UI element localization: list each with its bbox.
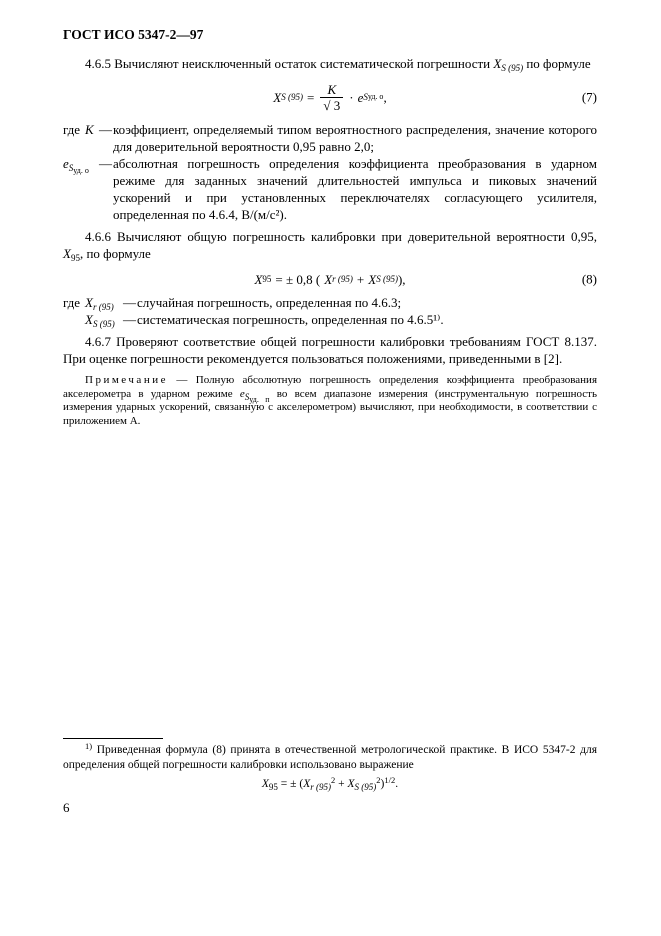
footnote-formula-xs-sup: 2: [376, 775, 381, 785]
fraction-numerator: K: [327, 81, 337, 97]
formula-7-comma: ,: [383, 89, 387, 105]
symbol-e-subsub: уд. о: [73, 166, 89, 175]
symbol-xr-sub: r (95): [92, 302, 114, 312]
footnote-formula-period: .: [395, 778, 399, 790]
var-x95: X: [63, 246, 71, 261]
definition-xr-text: случайная погрешность, определенная по 4.6.3;: [137, 295, 402, 310]
footnote-formula-plus: +: [335, 778, 348, 790]
paragraph-4-6-6-tail: , по формуле: [79, 246, 151, 261]
footnote-marker: 1): [85, 741, 93, 751]
symbol-xr: [85, 294, 123, 311]
plus-sign: +: [356, 271, 365, 287]
definition-e-text: абсолютная погрешность определения коэффициента преобразования в ударном режиме для заданных значений длительностей импульса и пиковых значений ускорений и при установленных переключателях согласующего усилителя, определенная по 4.6.4, В/(м/с²).: [113, 156, 597, 222]
note-label: Примечание: [85, 374, 168, 386]
note-text-pre: Полную абсолютную погрешность определения коэффициента преобразования акселерометра в ударном режиме: [63, 374, 598, 400]
note-e: e: [239, 387, 245, 400]
symbol-k: К: [85, 122, 94, 137]
symbol-xs-base: X: [85, 312, 93, 327]
definition-dash: —: [123, 312, 136, 327]
symbol-e-sub: S: [68, 163, 74, 173]
footnote-formula-xs: X: [347, 778, 355, 790]
fraction: [320, 82, 343, 113]
footnote-formula-xr: X: [303, 778, 311, 790]
formula-7-e: e: [357, 89, 364, 105]
paragraph-4-6-5: [63, 55, 597, 72]
footnote-formula-xr-sub: r (95): [310, 782, 331, 792]
note-dash: —: [167, 374, 196, 386]
footnote-formula-close: ): [380, 778, 385, 790]
definition-e: [63, 155, 597, 223]
definition-dash: —: [99, 122, 112, 137]
footnote-formula-xs-sub: S (95): [354, 782, 377, 792]
definition-dash: —: [99, 156, 112, 171]
formula-8-xs: X: [368, 271, 377, 287]
symbol-xr-base: X: [85, 295, 93, 310]
definition-xs-text: систематическая погрешность, определенная по 4.6.5¹⁾.: [137, 312, 444, 327]
formula-8-lhs: X: [254, 271, 263, 287]
footnote-formula: [63, 777, 597, 792]
equals-sign: =: [307, 89, 315, 105]
fraction-denominator: √ 3: [320, 97, 343, 113]
paragraph-4-6-7: 4.6.7 Проверяют соответствие общей погрешности калибровки требованиям ГОСТ 8.137. При оценке погрешности рекомендуется пользоваться положениями, приведенными в [2].: [63, 334, 597, 366]
definition-k-text: коэффициент, определяемый типом вероятностного распределения, значение которого для доверительной вероятности 0,95 равно 2,0;: [113, 122, 597, 154]
definition-xs: [63, 311, 597, 328]
paragraph-4-6-5-tail: по формуле: [523, 56, 591, 71]
note-e-sub: S: [244, 391, 250, 402]
formula-8: X 95 = ± 0,8 ( X r (95) + X S (95) ), (8): [254, 271, 597, 287]
formula-8-number: (8): [581, 271, 597, 287]
footnote-formula-xr-sup: 2: [330, 775, 336, 785]
footnote-text: [63, 743, 597, 772]
var-x-s95: X: [493, 56, 502, 71]
var-x-s95-sub: S (95): [501, 63, 524, 73]
formula-8-xr: X: [324, 271, 333, 287]
footnote-formula-lhs-sub: 95: [268, 782, 278, 792]
note-e-subsub: уд. п: [249, 394, 270, 404]
symbol-xs: [85, 311, 123, 328]
symbol-xs-sub: S (95): [92, 319, 115, 329]
var-x95-sub: 95: [70, 253, 80, 263]
paragraph-4-6-6: [63, 228, 597, 262]
symbol-e-base: e: [63, 156, 69, 171]
footnote-formula-exponent: 1/2: [384, 775, 396, 785]
multiply-dot: ·: [349, 89, 354, 105]
footnote-formula-eq: = ± (: [277, 778, 304, 790]
note-paragraph: [63, 374, 597, 428]
equals-pm: = ± 0,8 (: [275, 271, 321, 287]
formula-8-close: ),: [397, 271, 406, 287]
formula-7: X S (95) = $\frac{K}{√ 3}$ · e S уд. о , (7): [273, 81, 597, 113]
definition-k: [63, 121, 597, 155]
definition-xr: [63, 294, 597, 311]
footnote-formula-lhs: X: [261, 778, 269, 790]
footnote-body: Приведенная формула (8) принята в отечественной метрологической практике. В ИСО 5347-2 для определения общей погрешности калибровки использовано выражение: [63, 744, 597, 771]
where-spacer: [63, 311, 85, 328]
paragraph-4-6-5-text: 4.6.5 Вычисляют неисключенный остаток систематической погрешности: [85, 56, 494, 71]
note-text-post: во всем диапазоне измерения (инструментальную погрешность измерения ударных ускорений, связанную с акселерометром) вычисляют, при необходимости, в соответствии с приложением А.: [63, 387, 597, 427]
where-word: где: [63, 295, 81, 310]
definition-dash: —: [123, 295, 136, 310]
footnote: [63, 738, 597, 792]
formula-7-lhs: X: [273, 89, 282, 105]
paragraph-4-6-6-text: 4.6.6 Вычисляют общую погрешность калибровки при доверительной вероятности 0,95,: [85, 229, 597, 244]
footnote-rule: [63, 738, 163, 739]
symbol-e: [63, 155, 99, 223]
page-number: 6: [63, 800, 70, 815]
where-word: где: [63, 122, 81, 137]
document-title: ГОСТ ИСО 5347-2—97: [63, 27, 204, 42]
formula-7-number: (7): [581, 89, 597, 105]
